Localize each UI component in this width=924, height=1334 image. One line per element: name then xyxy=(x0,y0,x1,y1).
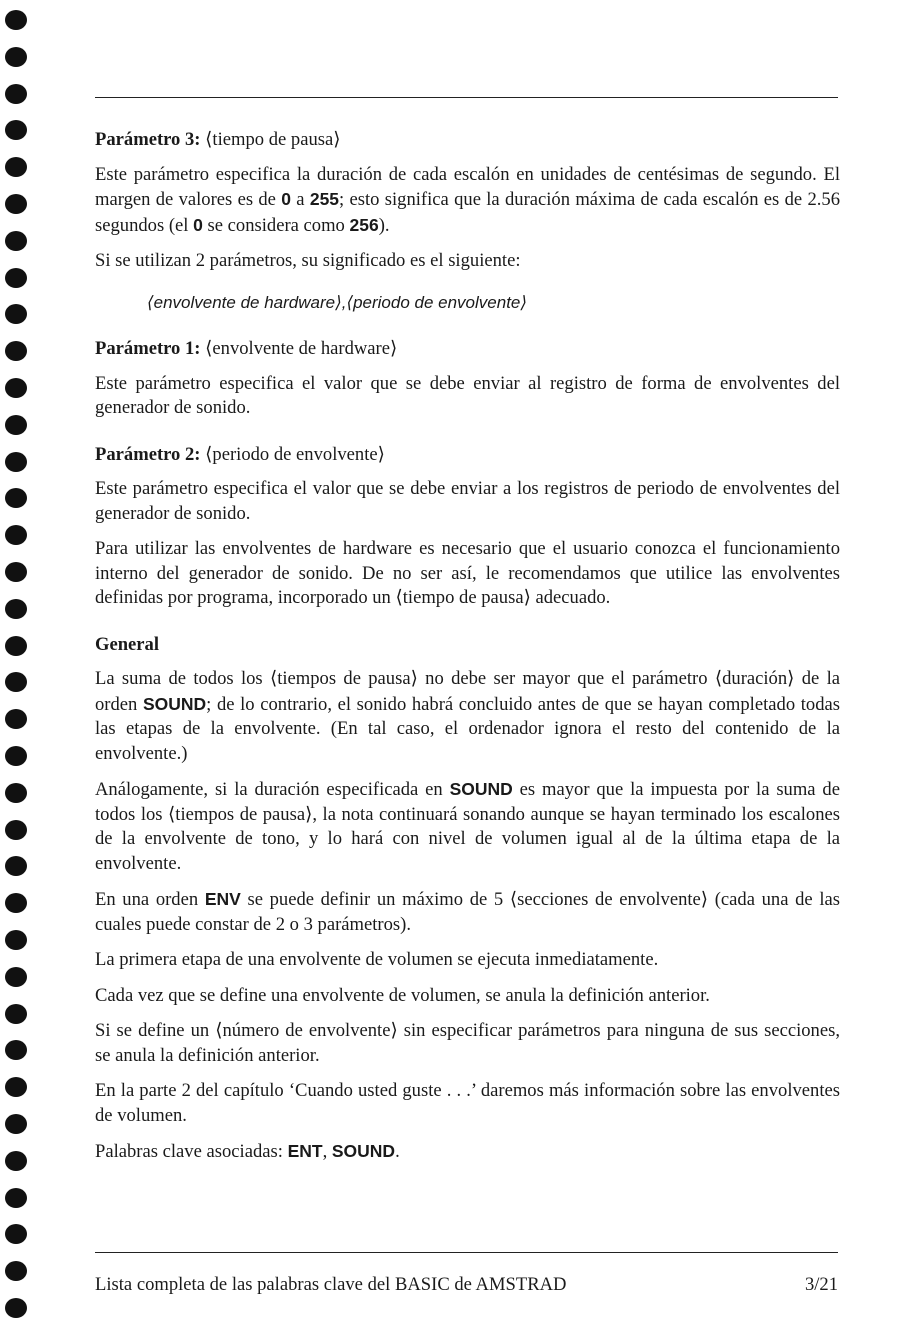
param3-name: ⟨tiempo de pausa⟩ xyxy=(205,129,341,150)
param2-text: Este parámetro especifica el valor que se debe enviar a los registros de periodo de envolventes del generador de sonido. xyxy=(95,478,840,524)
param2-name: ⟨periodo de envolvente⟩ xyxy=(205,443,385,465)
binder-hole xyxy=(5,194,27,214)
binder-hole xyxy=(5,304,27,324)
binder-hole xyxy=(5,488,27,508)
binder-hole xyxy=(5,120,27,140)
binder-hole xyxy=(5,1004,27,1024)
binder-hole xyxy=(5,1077,27,1097)
binder-hole xyxy=(5,47,27,67)
binder-hole xyxy=(5,1298,27,1318)
general-p1: La suma de todos los ⟨tiempos de pausa⟩ no debe ser mayor que el parámetro ⟨duración⟩ de la orden SOUND; de lo contrario, el sonido habrá concluido antes de que se hayan completado todas las etapas de la envolvente. (En tal caso, el ordenador ignora el resto del contenido de la envolvente.) xyxy=(95,668,840,764)
binder-hole xyxy=(5,1188,27,1208)
binder-hole xyxy=(5,967,27,987)
binder-hole xyxy=(5,1224,27,1244)
param2-text2: Para utilizar las envolventes de hardware es necesario que el usuario conozca el funcionamiento interno del generador de sonido. De no ser así, le recomendamos que utilice las envolventes definidas por programa, incorporado un ⟨tiempo de pausa⟩ adecuado. xyxy=(95,538,840,608)
general-heading: General xyxy=(95,633,160,655)
binder-hole xyxy=(5,452,27,472)
binder-hole xyxy=(5,1261,27,1281)
binder-hole xyxy=(5,562,27,582)
binder-hole xyxy=(5,672,27,692)
general-p7: En la parte 2 del capítulo ‘Cuando usted guste . . .’ daremos más información sobre las envolventes de volumen. xyxy=(95,1080,840,1126)
binder-hole xyxy=(5,746,27,766)
param3-label: Parámetro 3: xyxy=(95,129,201,150)
two-params-syntax: ⟨envolvente de hardware⟩,⟨periodo de envolvente⟩ xyxy=(147,292,528,312)
top-rule xyxy=(95,97,838,98)
binder-hole xyxy=(5,341,27,361)
binder-hole xyxy=(5,378,27,398)
binder-hole xyxy=(5,1151,27,1171)
param3-text: Este parámetro especifica la duración de cada escalón en unidades de centésimas de segundo. El margen de valores es de 0 a 255; esto significa que la duración máxima de cada escalón es de 2.56 segundos (el 0 se considera como 256). xyxy=(95,163,840,236)
binder-hole xyxy=(5,10,27,30)
general-p4: La primera etapa de una envolvente de volumen se ejecuta inmediatamente. xyxy=(95,949,659,970)
binder-hole xyxy=(5,856,27,876)
binder-hole xyxy=(5,231,27,251)
page-footer xyxy=(95,1274,838,1296)
general-p5: Cada vez que se define una envolvente de volumen, se anula la definición anterior. xyxy=(95,984,710,1006)
param2-heading xyxy=(95,443,840,468)
binder-hole xyxy=(5,84,27,104)
binder-hole xyxy=(5,636,27,656)
binder-hole xyxy=(5,1114,27,1134)
binder-hole xyxy=(5,525,27,545)
binder-hole xyxy=(5,709,27,729)
param1-name: ⟨envolvente de hardware⟩ xyxy=(205,338,398,359)
two-params-intro: Si se utilizan 2 parámetros, su significado es el siguiente: xyxy=(95,250,521,271)
binder-hole xyxy=(5,415,27,435)
footer-title: Lista completa de las palabras clave del BASIC de AMSTRAD xyxy=(95,1274,567,1295)
binder-hole xyxy=(5,930,27,950)
binder-hole xyxy=(5,820,27,840)
page-content xyxy=(95,128,840,1176)
param1-label: Parámetro 1: xyxy=(95,338,201,359)
binder-hole xyxy=(5,268,27,288)
binder-hole xyxy=(5,157,27,177)
param2-label: Parámetro 2: xyxy=(95,443,201,465)
binder-hole xyxy=(5,783,27,803)
general-p6: Si se define un ⟨número de envolvente⟩ sin especificar parámetros para ninguna de sus secciones, se anula la definición anterior. xyxy=(95,1020,840,1066)
binder-hole xyxy=(5,1040,27,1060)
page-number: 3/21 xyxy=(804,1274,838,1295)
param3-heading xyxy=(95,128,840,153)
param1-heading xyxy=(95,337,840,362)
binder-hole xyxy=(5,599,27,619)
related-keywords: Palabras clave asociadas: ENT, SOUND. xyxy=(95,1141,400,1162)
general-p2: Análogamente, si la duración especificada en SOUND es mayor que la impuesta por la suma de todos los ⟨tiempos de pausa⟩, la nota continuará sonando aunque se hayan terminado los escalones de la envolvente de tono, y lo hará con nivel de volumen igual al de la última etapa de la envolvente. xyxy=(95,779,840,874)
binder-holes xyxy=(0,0,30,1334)
bottom-rule xyxy=(95,1252,838,1253)
param1-text: Este parámetro especifica el valor que se debe enviar al registro de forma de envolventes del generador de sonido. xyxy=(95,372,840,418)
general-p3: En una orden ENV se puede definir un máximo de 5 ⟨secciones de envolvente⟩ (cada una de las cuales puede constar de 2 o 3 parámetros). xyxy=(95,889,840,935)
binder-hole xyxy=(5,893,27,913)
